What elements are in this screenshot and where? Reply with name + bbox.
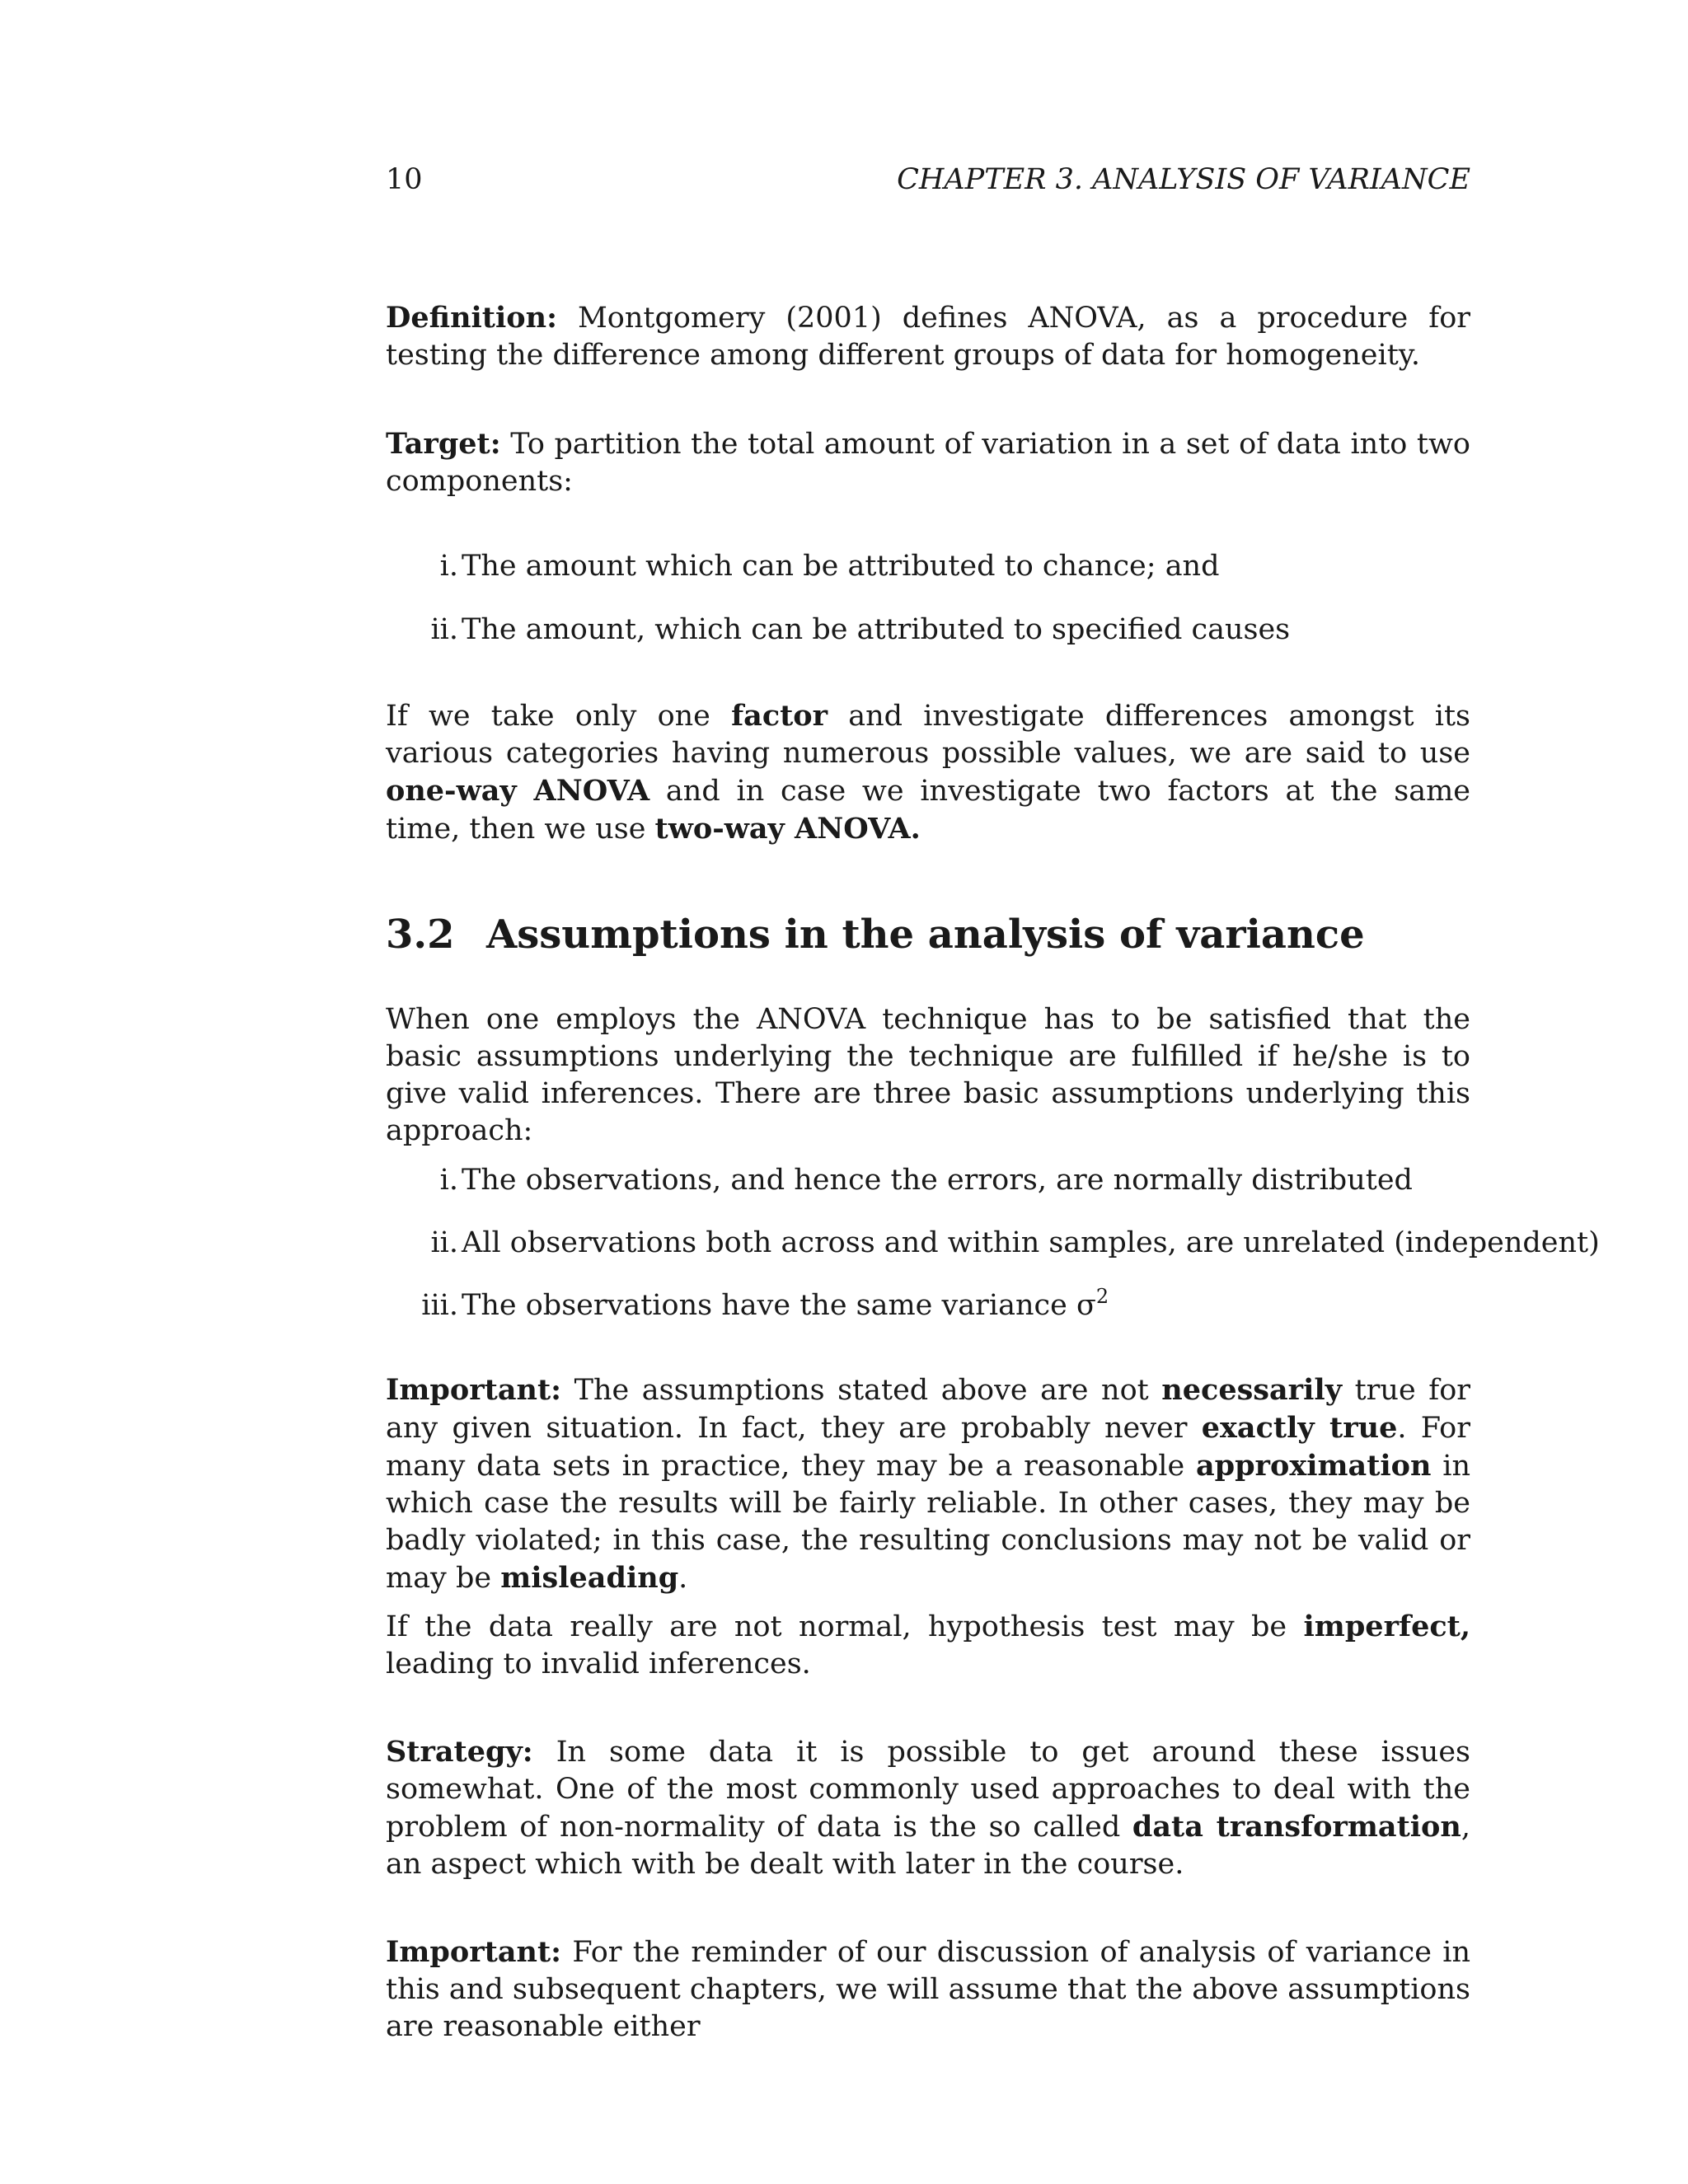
factor-bold: factor [731,699,828,733]
variance-exponent: 2 [1095,1285,1109,1308]
list-marker: i. [439,1164,458,1197]
important-text-5: . [678,1562,688,1595]
approximation-bold: approximation [1195,1449,1432,1483]
section-title: Assumptions in the analysis of variance [486,912,1365,958]
misleading-bold: misleading [500,1561,679,1595]
assumptions-intro-paragraph: When one employs the ANOVA technique has to be satisfied that the basic assumptions underlying the technique are fulfilled if he/she is to give valid inferences. There are three basic assumptions underlying this approach: [386,1003,1470,1147]
list-marker: iii. [421,1289,458,1322]
list-marker: ii. [430,613,458,646]
list-marker: i. [439,550,458,583]
normality-paragraph [386,1608,1470,1683]
important-text-1: The assumptions stated above are not [561,1374,1162,1407]
exactly-true-bold: exactly true [1201,1411,1398,1445]
factor-text-3: and in case we investigate two factors at the same time, then we use [386,775,1470,846]
variance-text: The observations have the same variance σ [462,1289,1096,1322]
important-label: Important: [386,1373,562,1407]
list-item [386,1287,1470,1324]
data-transformation-bold: data transformation [1132,1810,1461,1844]
list-marker: ii. [430,1226,458,1259]
list-item-text: All observations both across and within samples, are unrelated (independent) [462,1226,1600,1259]
target-paragraph [386,425,1470,500]
imperfect-bold: imperfect, [1303,1610,1470,1643]
important-text: For the reminder of our discussion of analysis of variance in this and subsequent chapters, we will assume that the above assumptions are reasonable either [386,1936,1470,2043]
strategy-paragraph [386,1733,1470,1883]
chapter-title: CHAPTER 3. ANALYSIS OF VARIANCE [897,163,1470,196]
important-text-2: true for any given situation. In fact, they are probably never [386,1374,1470,1445]
factor-text-2: and investigate differences amongst its various categories having numerous possible values, we are said to use [386,700,1470,770]
list-item [386,1225,1600,1261]
section-number: 3.2 [386,912,455,958]
important-paragraph-2 [386,1933,1470,2046]
list-item-text: The amount which can be attributed to chance; and [462,550,1220,583]
important-text-4: in which case the results will be fairly reliable. In other cases, they may be badly violated; in this case, the resulting conclusions may not be valid or may be [386,1450,1470,1595]
important-label: Important: [386,1935,562,1969]
important-paragraph-1 [386,1371,1470,1597]
necessarily-bold: necessarily [1161,1373,1343,1407]
list-item [386,612,1470,648]
list-item [386,1162,1470,1198]
list-item-text [462,1287,1109,1324]
strategy-text-2: , an aspect which with be dealt with later in the course. [386,1811,1470,1881]
definition-text: Montgomery (2001) defines ANOVA, as a procedure for testing the difference among different groups of data for homogeneity. [386,302,1470,372]
target-label: Target: [386,427,501,461]
normality-text-2: leading to invalid inferences. [386,1647,811,1680]
definition-label: Definition: [386,301,557,335]
factor-paragraph [386,697,1470,848]
page-number: 10 [386,163,423,196]
document-page [386,0,1600,2184]
list-item-text: The observations, and hence the errors, are normally distributed [462,1164,1413,1197]
strategy-text-1: In some data it is possible to get around these issues somewhat. One of the most commonly used approaches to deal with the problem of non-normality of data is the so called [386,1736,1470,1844]
list-item [386,548,1470,584]
definition-paragraph [386,299,1470,374]
two-way-anova-bold: two-way ANOVA. [654,812,921,846]
target-text: To partition the total amount of variation in a set of data into two components: [386,428,1470,498]
list-item-text: The amount, which can be attributed to specified causes [462,613,1291,646]
important-text-3: . For many data sets in practice, they may be a reasonable [386,1412,1470,1483]
normality-text-1: If the data really are not normal, hypothesis test may be [386,1610,1304,1643]
factor-text-1: If we take only one [386,700,732,733]
one-way-anova-bold: one-way ANOVA [386,774,650,808]
strategy-label: Strategy: [386,1735,533,1769]
running-header [386,162,1470,198]
